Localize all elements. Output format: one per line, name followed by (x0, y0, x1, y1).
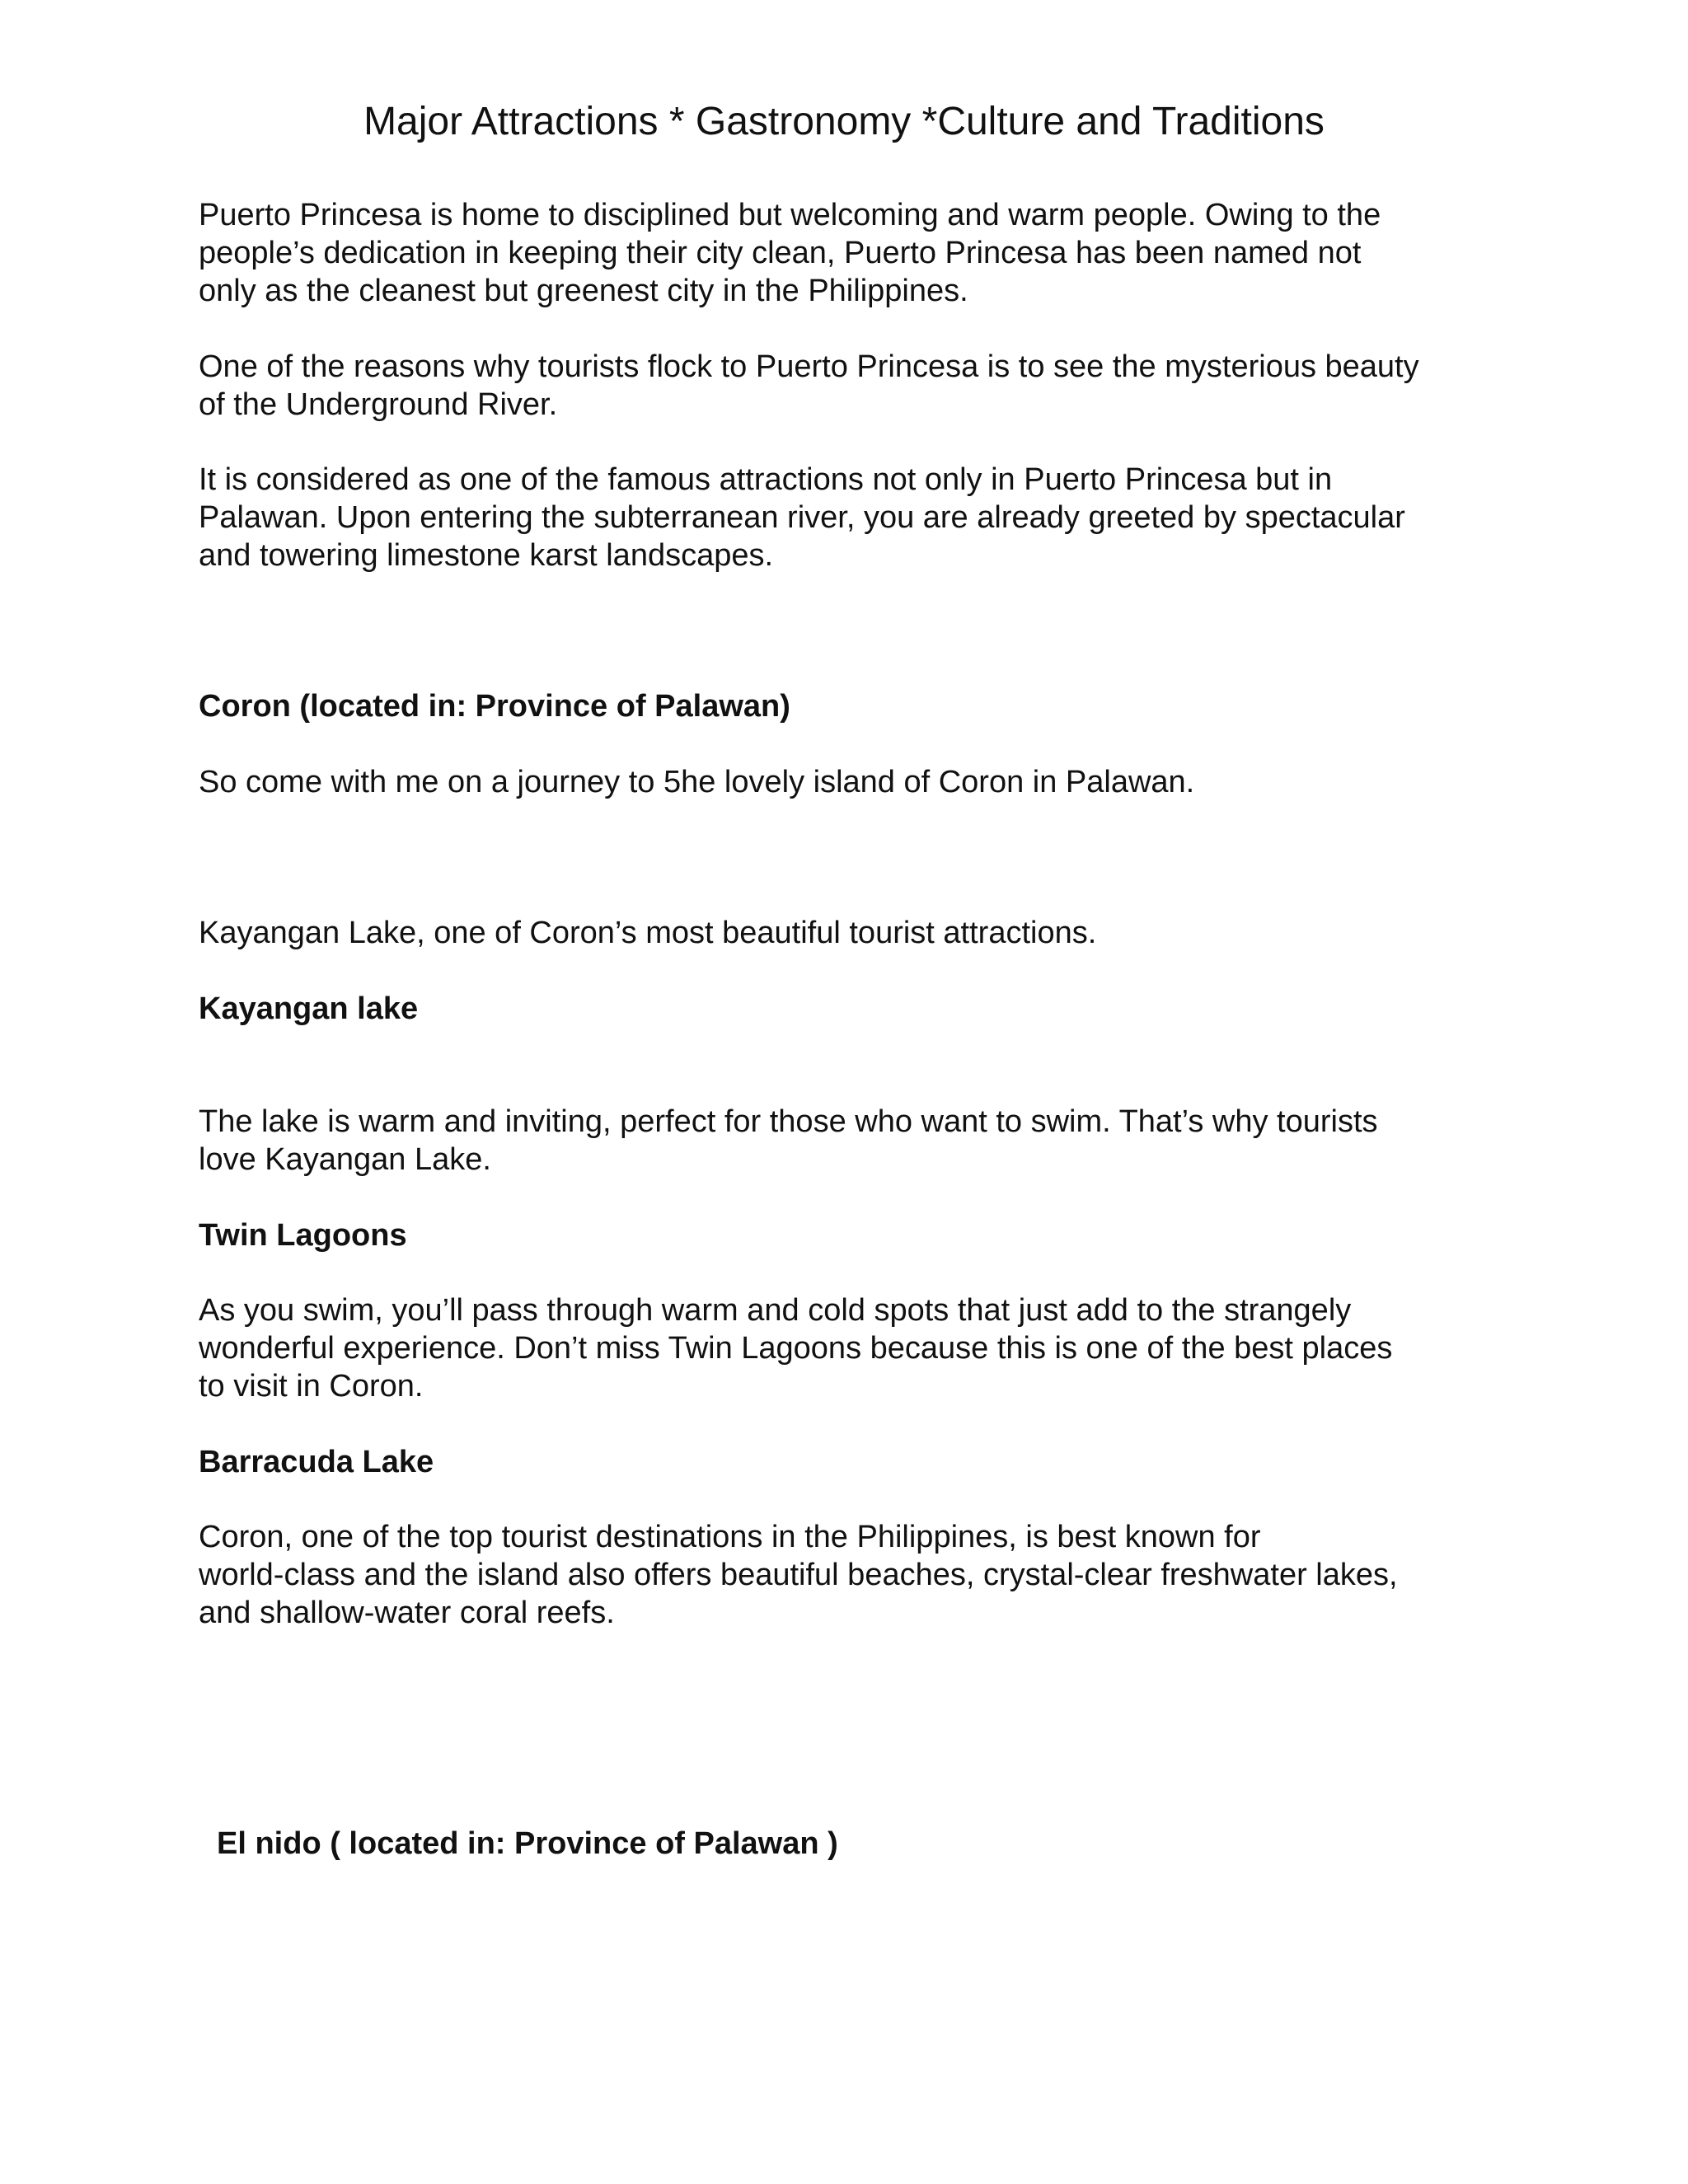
heading-barracuda-lake: Barracuda Lake (199, 1445, 434, 1479)
intro-paragraph-1: Puerto Princesa is home to disciplined but welcoming and warm people. Owing to the people’s dedication in keeping their city clean, Puerto Princesa has been named not only as the cleanest but greenest city in the Philippines. (199, 198, 1381, 308)
page-title: Major Attractions * Gastronomy *Culture and Traditions (363, 100, 1325, 143)
barracuda-description: Coron, one of the top tourist destinations in the Philippines, is best known for world-class and the island also offers beautiful beaches, crystal-clear freshwater lakes, and shallow-water coral reefs. (199, 1520, 1398, 1630)
heading-coron: Coron (located in: Province of Palawan) (199, 689, 790, 724)
heading-twin-lagoons: Twin Lagoons (199, 1218, 407, 1253)
coron-intro-paragraph: So come with me on a journey to 5he lovely island of Coron in Palawan. (199, 765, 1195, 799)
intro-paragraph-3: It is considered as one of the famous attractions not only in Puerto Princesa but in Palawan. Upon entering the subterranean river, you are already greeted by spectacular and towering limestone karst landscapes. (199, 462, 1405, 573)
kayangan-description: The lake is warm and inviting, perfect for those who want to swim. That’s why tourists love Kayangan Lake. (199, 1104, 1378, 1177)
intro-paragraph-2: One of the reasons why tourists flock to Puerto Princesa is to see the mysterious beauty of the Underground River. (199, 349, 1419, 422)
heading-kayangan-lake: Kayangan lake (199, 991, 419, 1026)
kayangan-intro-paragraph: Kayangan Lake, one of Coron’s most beautiful tourist attractions. (199, 916, 1097, 950)
twin-lagoons-description: As you swim, you’ll pass through warm and cold spots that just add to the strangely wonderful experience. Don’t miss Twin Lagoons because this is one of the best places to visit in Coron. (199, 1293, 1393, 1404)
heading-el-nido: El nido ( located in: Province of Palawan ) (217, 1826, 838, 1861)
